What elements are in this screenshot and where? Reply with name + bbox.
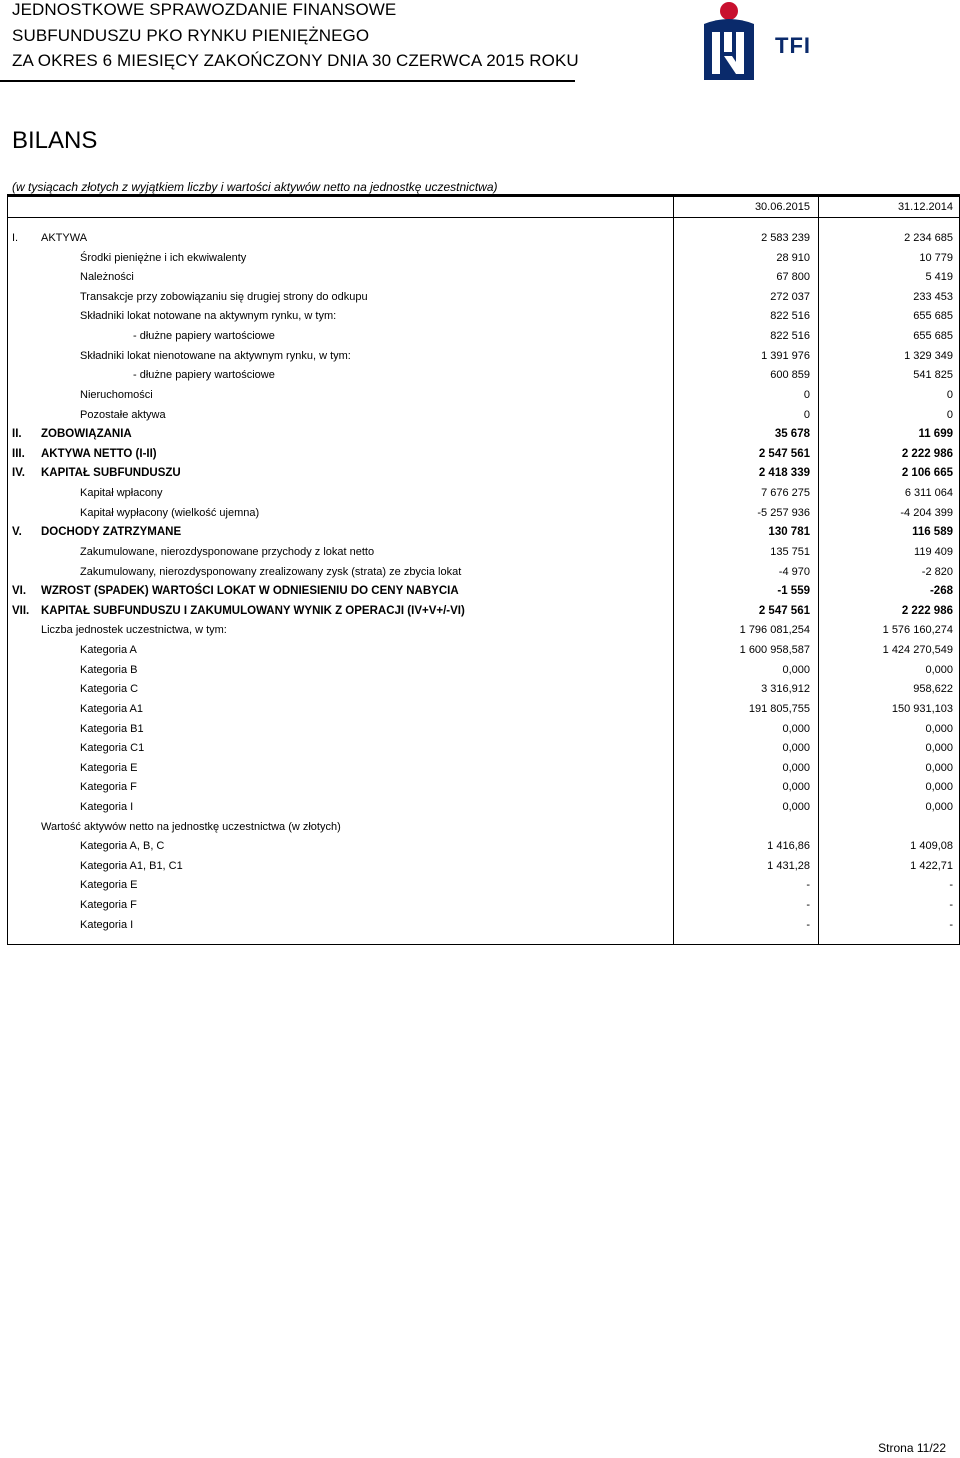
table-row [7,523,960,543]
value-2014: - [949,879,953,892]
value-2015: 0 [803,388,810,401]
value-2014: 1 329 349 [904,349,953,362]
value-2015: 2 547 561 [758,604,810,617]
row-label: Kategoria A1, B1, C1 [80,859,183,872]
table-row [7,268,960,288]
value-2015: 2 547 561 [758,447,810,460]
row-label: Należności [80,271,134,284]
table-row [7,327,960,347]
value-2015: 0,000 [782,800,810,813]
value-2015: 822 516 [770,310,810,323]
value-2014: 119 409 [914,545,953,558]
table-row [7,778,960,798]
value-2014: 150 931,103 [891,702,953,715]
value-2014: 0 [946,408,953,421]
table-row [7,818,960,838]
value-2015: 130 781 [768,526,810,539]
value-2014: - [949,899,953,912]
value-2015: 1 796 081,254 [739,624,810,637]
row-label: Kapitał wypłacony (wielkość ujemna) [80,506,260,519]
page-title: BILANS [12,127,98,154]
value-2015: 0,000 [782,781,810,794]
value-2015: 28 910 [776,251,810,264]
value-2014: 1 424 270,549 [882,644,953,657]
header-line-2: SUBFUNDUSZU PKO RYNKU PIENIĘŻNEGO [12,26,370,45]
row-label: Transakcje przy zobowiązaniu się drugiej strony do odkupu [80,290,368,303]
row-label: WZROST (SPADEK) WARTOŚCI LOKAT W ODNIESIENIU DO CENY NABYCIA [41,585,459,598]
table-row [7,641,960,661]
table-row [7,249,960,269]
value-2014: 2 222 986 [901,447,953,460]
row-number: II. [12,428,22,441]
document-header [0,0,579,82]
page-subtitle: (w tysiącach złotych z wyjątkiem liczby i wartości aktywów netto na jednostkę uczestnictwa) [12,180,498,194]
value-2015: 0,000 [782,663,810,676]
row-label: Liczba jednostek uczestnictwa, w tym: [41,624,227,637]
row-number: I. [12,232,19,244]
row-number: VII. [12,604,30,617]
value-2014: -2 820 [921,565,953,578]
row-label: KAPITAŁ SUBFUNDUSZU [41,467,181,480]
table-row [7,680,960,700]
row-label: Pozostałe aktywa [80,408,166,421]
row-label: KAPITAŁ SUBFUNDUSZU I ZAKUMULOWANY WYNIK Z OPERACJI (IV+V+/-VI) [41,604,465,617]
table-row [7,307,960,327]
row-label: - dłużne papiery wartościowe [133,369,275,382]
value-2015: 0,000 [782,742,810,755]
row-label: Kategoria A1 [80,702,143,715]
value-2014: -268 [929,585,953,598]
value-2015: -1 559 [777,585,810,598]
value-2015: 7 676 275 [761,487,810,500]
value-2015: 272 037 [770,290,810,303]
table-row [7,837,960,857]
column-header-2014: 31.12.2014 [897,201,953,213]
value-2014: 0,000 [925,742,953,755]
row-number: VI. [12,585,27,598]
header-line-1: JEDNOSTKOWE SPRAWOZDANIE FINANSOWE [12,0,397,19]
row-label: Kategoria C1 [80,742,145,755]
value-2014: 10 779 [919,251,953,264]
row-label: Środki pieniężne i ich ekwiwalenty [80,251,247,264]
value-2014: 1 409,08 [910,840,953,853]
value-2014: 2 106 665 [901,467,953,480]
value-2014: 541 825 [913,369,953,382]
value-2015: 35 678 [774,428,810,441]
row-number: V. [12,526,22,539]
row-label: Kategoria A, B, C [80,840,165,853]
row-label: Kategoria B1 [80,722,144,735]
value-2014: 0,000 [925,781,953,794]
row-label: Kategoria E [80,761,138,774]
value-2015: 1 391 976 [761,349,810,362]
row-label: Kapitał wpłacony [80,487,163,500]
table-row [7,347,960,367]
table-row [7,916,960,936]
value-2014: 11 699 [918,428,953,441]
table-header-separator [7,217,960,218]
value-2014: 116 589 [912,526,953,539]
row-label: Kategoria F [80,899,137,912]
value-2015: - [806,918,810,931]
value-2015: 67 800 [776,271,810,284]
row-number: IV. [12,467,26,480]
table-row [7,582,960,602]
value-2014: -4 204 399 [900,506,953,519]
value-2015: 191 805,755 [748,702,810,715]
value-2015: -5 257 936 [757,506,810,519]
value-2015: 2 418 339 [758,467,810,480]
table-row [7,720,960,740]
table-row [7,700,960,720]
table-row [7,464,960,484]
table-row [7,876,960,896]
value-2015: 135 751 [770,545,810,558]
row-label: DOCHODY ZATRZYMANE [41,526,182,539]
value-2015: 1 600 958,587 [739,644,810,657]
table-row [7,896,960,916]
value-2015: 1 431,28 [767,859,810,872]
row-number: III. [12,447,25,460]
row-label: Kategoria I [80,918,134,931]
row-label: - dłużne papiery wartościowe [133,330,275,343]
row-label: Kategoria E [80,879,138,892]
row-label: Zakumulowane, nierozdysponowane przychody z lokat netto [80,545,375,558]
row-label: Składniki lokat nienotowane na aktywnym rynku, w tym: [80,349,351,362]
value-2015: 1 416,86 [767,840,810,853]
value-2015: - [806,899,810,912]
table-row [7,739,960,759]
value-2014: 1 576 160,274 [882,624,953,637]
value-2014: 5 419 [925,271,953,284]
table-row [7,563,960,583]
balance-table [7,194,960,945]
value-2015: 0,000 [782,722,810,735]
table-row [7,445,960,465]
table-row [7,406,960,426]
value-2014: 655 685 [913,310,953,323]
table-row [7,759,960,779]
value-2014: 958,622 [913,683,953,696]
row-label: Kategoria B [80,663,138,676]
value-2014: 655 685 [913,330,953,343]
value-2015: 3 316,912 [761,683,810,696]
table-row [7,857,960,877]
table-row [7,425,960,445]
value-2015: -4 970 [778,565,810,578]
header-line-3: ZA OKRES 6 MIESIĘCY ZAKOŃCZONY DNIA 30 CZERWCA 2015 ROKU [12,51,579,70]
row-label: ZOBOWIĄZANIA [41,428,132,441]
row-label: AKTYWA [41,232,88,244]
column-header-2015: 30.06.2015 [754,201,810,213]
table-row [7,484,960,504]
value-2015: 0 [803,408,810,421]
row-label: Składniki lokat notowane na aktywnym rynku, w tym: [80,310,337,323]
value-2015: 2 583 239 [761,232,810,244]
page-number: Strona 11/22 [878,1441,946,1455]
value-2015: 600 859 [770,369,810,382]
row-label: Kategoria A [80,644,137,657]
row-label: Zakumulowany, nierozdysponowany zrealizowany zysk (strata) ze zbycia lokat [80,565,462,578]
row-label: Kategoria C [80,683,139,696]
value-2014: 0,000 [925,722,953,735]
table-row [7,229,960,249]
value-2014: 0,000 [925,800,953,813]
row-label: Wartość aktywów netto na jednostkę uczestnictwa (w złotych) [41,820,341,833]
row-label: Kategoria F [80,781,137,794]
table-row [7,661,960,681]
table-row [7,504,960,524]
value-2014: - [949,918,953,931]
table-row [7,621,960,641]
value-2014: 2 234 685 [904,232,953,244]
value-2014: 0,000 [925,761,953,774]
value-2014: 1 422,71 [910,859,953,872]
value-2014: 0,000 [925,663,953,676]
table-row [7,366,960,386]
value-2015: 0,000 [782,761,810,774]
row-label: Kategoria I [80,800,134,813]
table-row [7,288,960,308]
row-label: AKTYWA NETTO (I-II) [41,447,157,460]
value-2014: 0 [946,388,953,401]
value-2014: 6 311 064 [904,487,953,500]
table-row [7,798,960,818]
table-row [7,386,960,406]
value-2015: - [806,879,810,892]
value-2014: 2 222 986 [901,604,953,617]
row-label: Nieruchomości [80,388,153,401]
table-row [7,543,960,563]
table-row [7,602,960,622]
value-2014: 233 453 [913,290,953,303]
value-2015: 822 516 [770,330,810,343]
logo-tfi-text: TFI [775,33,811,58]
